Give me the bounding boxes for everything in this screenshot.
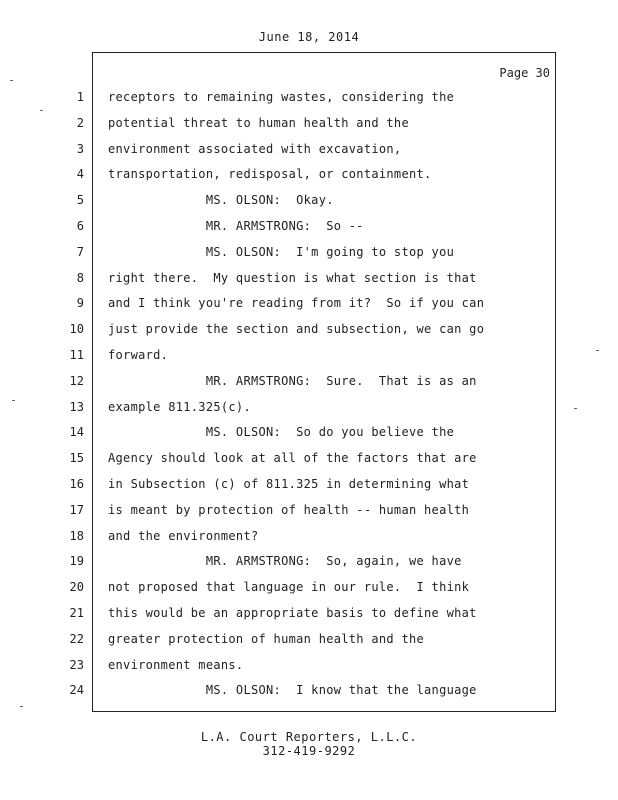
margin-mark — [40, 110, 43, 111]
header-date: June 18, 2014 — [258, 30, 360, 44]
line-text: just provide the section and subsection, we can go — [108, 322, 485, 337]
line-number: 23 — [69, 657, 84, 672]
line-number: 11 — [69, 348, 84, 362]
line-text: MS. OLSON: I'm going to stop you — [108, 244, 455, 259]
footer-phone: 312-419-9292 — [262, 744, 356, 758]
line-number: 5 — [76, 193, 84, 208]
line-number: 8 — [76, 270, 84, 285]
line-number: 9 — [76, 296, 84, 311]
line-number: 20 — [69, 580, 84, 595]
line-number: 12 — [69, 373, 84, 388]
line-number: 24 — [69, 683, 84, 698]
line-text: is meant by protection of health -- human health — [108, 502, 470, 517]
line-text: environment means. — [108, 657, 244, 672]
line-text: MR. ARMSTRONG: Sure. That is as an — [108, 373, 477, 388]
line-text: Agency should look at all of the factors that are — [108, 451, 477, 466]
line-text: MR. ARMSTRONG: So -- — [108, 219, 364, 233]
line-number: 14 — [69, 425, 84, 440]
line-number: 22 — [69, 631, 84, 646]
margin-mark — [10, 80, 13, 81]
margin-mark — [596, 350, 599, 351]
line-number: 3 — [76, 141, 84, 156]
line-number: 7 — [76, 244, 84, 259]
line-number: 17 — [69, 502, 84, 517]
line-number: 21 — [69, 606, 84, 620]
line-text: in Subsection (c) of 811.325 in determining what — [108, 477, 470, 491]
line-text: MS. OLSON: I know that the language — [108, 683, 477, 698]
page-label: Page 30 — [499, 66, 550, 80]
footer-company: L.A. Court Reporters, L.L.C. — [200, 730, 418, 744]
line-number: 18 — [69, 528, 84, 543]
line-number: 15 — [69, 451, 84, 466]
line-number: 1 — [76, 90, 84, 104]
line-text: environment associated with excavation, — [108, 141, 402, 156]
line-text: MS. OLSON: So do you believe the — [108, 425, 455, 440]
line-number: 6 — [76, 219, 84, 233]
line-number: 2 — [76, 115, 84, 130]
line-text: potential threat to human health and the — [108, 115, 409, 130]
line-number: 4 — [76, 167, 84, 182]
line-text: receptors to remaining wastes, considering the — [108, 90, 455, 104]
line-number: 19 — [69, 554, 84, 569]
margin-mark — [12, 400, 15, 401]
margin-mark — [574, 408, 577, 409]
line-text: MS. OLSON: Okay. — [108, 193, 334, 208]
line-text: MR. ARMSTRONG: So, again, we have — [108, 554, 462, 569]
line-text: example 811.325(c). — [108, 399, 251, 414]
line-number: 10 — [69, 322, 84, 337]
line-text: greater protection of human health and the — [108, 631, 425, 646]
line-number: 16 — [69, 477, 84, 491]
line-text: transportation, redisposal, or containment. — [108, 167, 432, 182]
line-text: right there. My question is what section is that — [108, 270, 477, 285]
line-text: and I think you're reading from it? So if you can — [108, 296, 485, 311]
line-text: not proposed that language in our rule. I think — [108, 580, 470, 595]
line-number: 13 — [69, 399, 84, 414]
line-text: forward. — [108, 348, 169, 362]
line-text: this would be an appropriate basis to define what — [108, 606, 477, 620]
margin-mark — [20, 706, 23, 707]
line-text: and the environment? — [108, 528, 259, 543]
